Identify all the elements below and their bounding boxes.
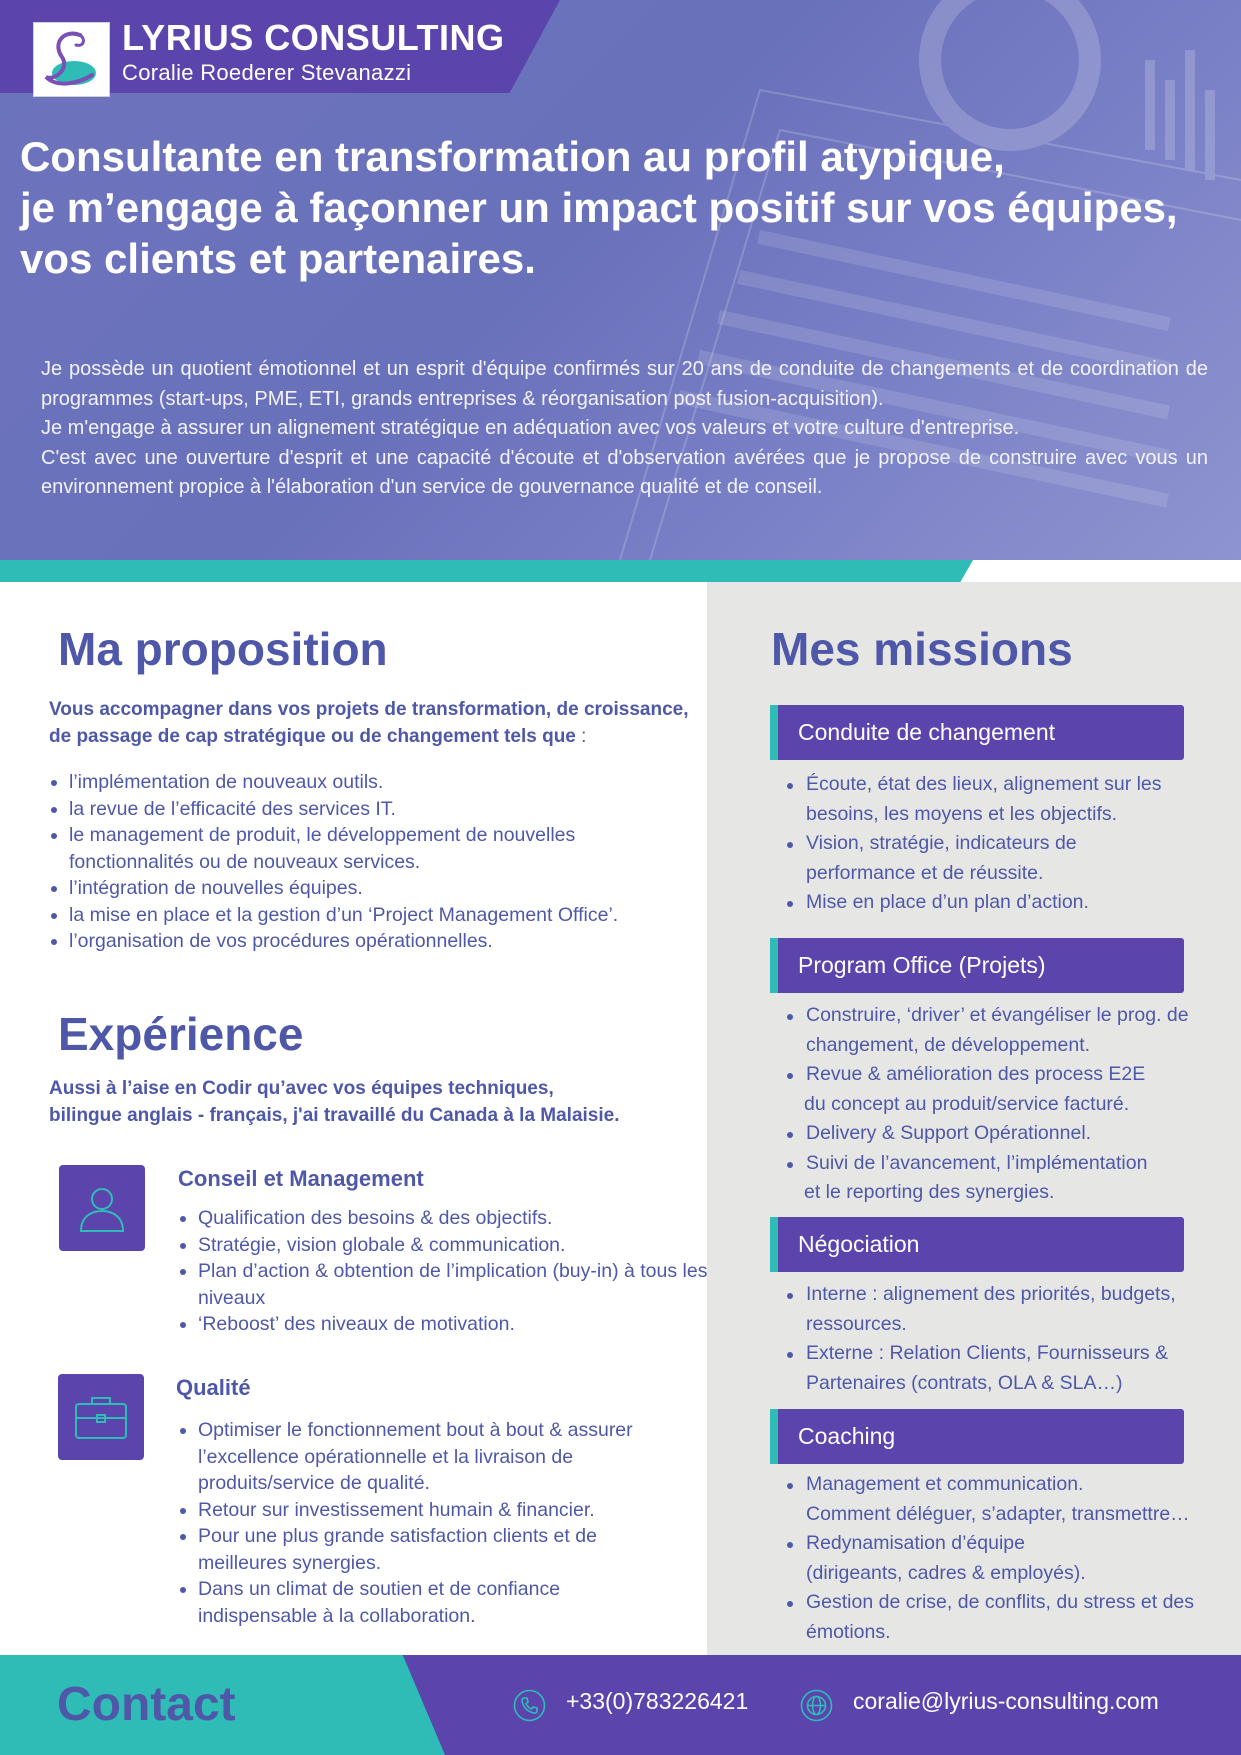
block-title-qualite: Qualité xyxy=(176,1375,251,1400)
list-item: Management et communication. Comment déléguer, s’adapter, transmettre… xyxy=(785,1470,1235,1529)
list-item: l’implémentation de nouveaux outils. xyxy=(49,769,669,796)
list-item: l’organisation de vos procédures opérationnelles. xyxy=(49,928,669,955)
list-item: Vision, stratégie, indicateurs de performance et de réussite. xyxy=(785,829,1225,888)
mission-header-program-office: Program Office (Projets) xyxy=(770,938,1184,993)
conseil-list xyxy=(178,1205,708,1338)
experience-lead-line: bilingue anglais - français, j'ai travaillé du Canada à la Malaisie. xyxy=(49,1104,620,1126)
list-item: Interne : alignement des priorités, budgets, ressources. xyxy=(785,1280,1225,1339)
person-icon xyxy=(59,1165,145,1251)
list-item: Pour une plus grande satisfaction clients et de meilleures synergies. xyxy=(178,1523,678,1576)
qualite-list xyxy=(178,1417,678,1629)
list-item: Optimiser le fonctionnement bout à bout & assurer l’excellence opérationnelle et la livraison de produits/service de qualité. xyxy=(178,1417,678,1497)
list-item: Redynamisation d’équipe (dirigeants, cadres & employés). xyxy=(785,1529,1235,1588)
list-item: le management de produit, le développement de nouvelles fonctionnalités ou de nouveaux services. xyxy=(49,822,669,875)
list-item: la revue de l’efficacité des services IT. xyxy=(49,796,669,823)
globe-icon xyxy=(800,1689,833,1722)
teal-divider xyxy=(0,560,973,582)
proposition-title: Ma proposition xyxy=(58,623,388,675)
proposition-lead-line: de passage de cap stratégique ou de changement tels que : xyxy=(49,725,587,747)
phone-icon xyxy=(513,1689,546,1722)
experience-title: Expérience xyxy=(58,1008,304,1060)
headline-line: vos clients et partenaires. xyxy=(20,235,536,282)
list-item: Construire, ‘driver’ et évangéliser le prog. de changement, de développement. xyxy=(785,1001,1225,1060)
contact-label: Contact xyxy=(57,1678,236,1731)
intro-paragraph xyxy=(41,355,1208,503)
list-item: Delivery & Support Opérationnel. xyxy=(785,1119,1225,1149)
list-item: ‘Reboost’ des niveaux de motivation. xyxy=(178,1311,708,1338)
mission-header-negociation: Négociation xyxy=(770,1217,1184,1272)
intro-sentence: Je m'engage à assurer un alignement stratégique en adéquation avec vos valeurs et votre culture d'entreprise. xyxy=(41,417,1020,439)
phone-number[interactable]: +33(0)783226421 xyxy=(566,1688,749,1714)
proposition-list xyxy=(49,769,669,955)
mission-list-conduite xyxy=(785,770,1225,918)
list-item: Mise en place d’un plan d’action. xyxy=(785,888,1225,918)
list-item: l’intégration de nouvelles équipes. xyxy=(49,875,669,902)
proposition-lead xyxy=(49,697,714,750)
list-item: la mise en place et la gestion d’un ‘Project Management Office’. xyxy=(49,902,669,929)
block-title-conseil: Conseil et Management xyxy=(178,1166,424,1191)
mission-header-coaching: Coaching xyxy=(770,1409,1184,1464)
headline-line: Consultante en transformation au profil atypique, xyxy=(20,133,1005,180)
headline-line: je m’engage à façonner un impact positif sur vos équipes, xyxy=(20,184,1178,231)
intro-sentence: C'est avec une ouverture d'esprit et une capacité d'écoute et d'observation avérées que je propose de construire avec vous un environnement propice à l'élaboration d'un service de gouvernance qualité et de conseil. xyxy=(41,446,1208,498)
list-item: Revue & amélioration des process E2E du concept au produit/service facturé. xyxy=(785,1060,1225,1119)
list-item: Stratégie, vision globale & communication. xyxy=(178,1232,708,1259)
person-name: Coralie Roederer Stevanazzi xyxy=(122,60,412,85)
intro-sentence: Je possède un quotient émotionnel et un esprit d'équipe confirmés sur 20 ans de conduite de changements et de coordination de programmes (start-ups, PME, ETI, grands entreprises & réorganisation post fusion-acquisition). xyxy=(41,358,1208,410)
list-item: Dans un climat de soutien et de confiance indispensable à la collaboration. xyxy=(178,1576,678,1629)
list-item: Retour sur investissement humain & financier. xyxy=(178,1497,678,1524)
experience-lead xyxy=(49,1076,714,1129)
briefcase-icon xyxy=(58,1374,144,1460)
missions-title: Mes missions xyxy=(771,623,1073,675)
list-item: Écoute, état des lieux, alignement sur les besoins, les moyens et les objectifs. xyxy=(785,770,1225,829)
email-address[interactable]: coralie@lyrius-consulting.com xyxy=(853,1688,1159,1714)
mission-list-program-office xyxy=(785,1001,1225,1208)
list-item: Suivi de l’avancement, l’implémentation et le reporting des synergies. xyxy=(785,1149,1225,1208)
mission-list-coaching xyxy=(785,1470,1235,1647)
page-headline xyxy=(20,131,1230,284)
list-item: Plan d’action & obtention de l’implication (buy-in) à tous les niveaux xyxy=(178,1258,708,1311)
proposition-lead-line: Vous accompagner dans vos projets de transformation, de croissance, xyxy=(49,699,689,720)
brand-name: LYRIUS CONSULTING xyxy=(122,17,505,58)
contact-footer xyxy=(0,1655,1241,1755)
hero-banner xyxy=(0,0,1241,560)
list-item: Qualification des besoins & des objectifs. xyxy=(178,1205,708,1232)
list-item: Externe : Relation Clients, Fournisseurs & Partenaires (contrats, OLA & SLA…) xyxy=(785,1339,1225,1398)
mission-list-negociation xyxy=(785,1280,1225,1398)
experience-lead-line: Aussi à l’aise en Codir qu’avec vos équipes techniques, xyxy=(49,1078,554,1099)
mission-header-conduite: Conduite de changement xyxy=(770,705,1184,760)
list-item: Gestion de crise, de conflits, du stress et des émotions. xyxy=(785,1588,1235,1647)
lyrius-logo xyxy=(33,22,110,97)
